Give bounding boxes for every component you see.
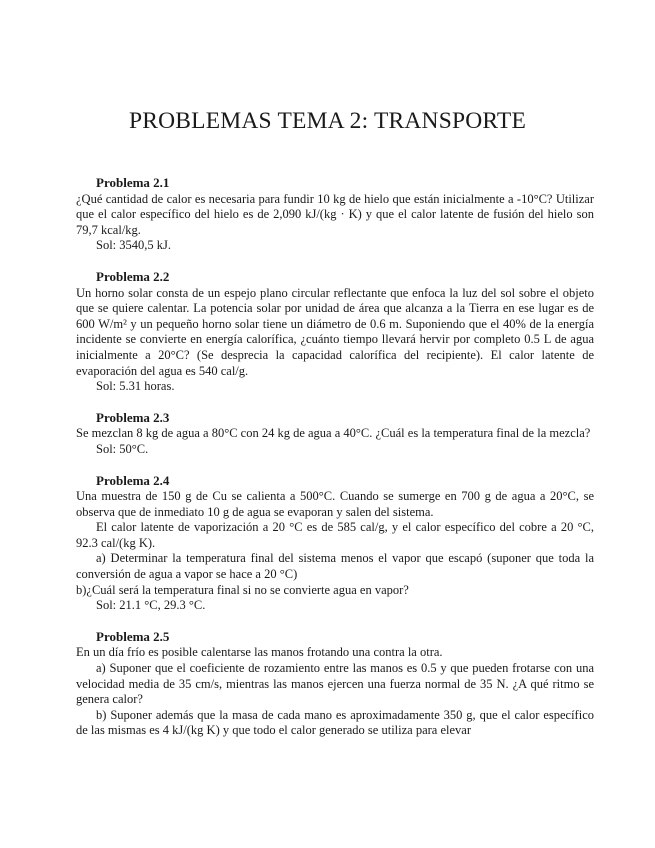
problem-part-b: b) Suponer además que la masa de cada mano es aproximadamente 350 g, que el calor específico de las mismas es 4 kJ/(kg K) y que todo el calor generado se utiliza para elevar <box>76 707 594 738</box>
problem-2-4 <box>76 473 594 614</box>
problem-solution: Sol: 50°C. <box>96 441 149 456</box>
problem-2-2 <box>76 269 594 395</box>
page-title: PROBLEMAS TEMA 2: TRANSPORTE <box>128 108 527 134</box>
problem-statement: ¿Qué cantidad de calor es necesaria para fundir 10 kg de hielo que están inicialmente a -10°C? Utilizar que el calor específico del hielo es de 2,090 kJ/(kg · K) y que el calor latente de fusión del hielo son 79,7 kcal/kg. <box>76 191 594 237</box>
problem-heading: Problema 2.3 <box>96 409 170 425</box>
problem-part-a: a) Suponer que el coeficiente de rozamiento entre las manos es 0.5 y que pueden frotarse con una velocidad media de 35 cm/s, mientras las manos ejercen una fuerza normal de 35 N. ¿A qué ritmo se genera calor? <box>76 661 594 707</box>
problem-solution: Sol: 3540,5 kJ. <box>96 238 172 253</box>
problem-heading: Problema 2.5 <box>96 628 170 644</box>
problem-heading: Problema 2.2 <box>96 268 170 284</box>
problem-statement: Un horno solar consta de un espejo plano circular reflectante que enfoca la luz del sol sobre el objeto que se quiere calentar. La potencia solar por unidad de área que alcanza a la Tierra en ese lugar es de 600 W/m² y un pequeño horno solar tiene un diámetro de 0.6 m. Suponiendo que el 40% de la energía incidente se convierte en energía calorífica, ¿cuánto tiempo llevará hervir por completo 0.5 L de agua inicialmente a 20°C? (Se desprecia la capacidad calorífica del recipiente). El calor latente de evaporación del agua es 540 cal/g. <box>76 285 594 378</box>
problem-2-1 <box>76 175 594 254</box>
problem-paragraph: El calor latente de vaporización a 20 °C es de 585 cal/g, y el calor específico del cobre a 20 °C, 92.3 cal/(kg K). <box>76 520 594 550</box>
problem-solution: Sol: 5.31 horas. <box>96 379 175 394</box>
problem-statement: En un día frío es posible calentarse las manos frotando una contra la otra. <box>76 645 443 660</box>
problem-part-b: b)¿Cuál será la temperatura final si no se convierte agua en vapor? <box>76 582 409 597</box>
problem-heading: Problema 2.1 <box>96 175 170 190</box>
problem-solution: Sol: 21.1 °C, 29.3 °C. <box>96 598 206 613</box>
problem-statement: Se mezclan 8 kg de agua a 80°C con 24 kg de agua a 40°C. ¿Cuál es la temperatura final de la mezcla? <box>76 426 591 441</box>
problem-statement: Una muestra de 150 g de Cu se calienta a 500°C. Cuando se sumerge en 700 g de agua a 20°C, se observa que de inmediato 10 g de agua se evaporan y salen del sistema. <box>76 489 594 519</box>
problems-list <box>76 175 594 754</box>
problem-2-3 <box>76 410 594 458</box>
problem-2-5 <box>76 629 594 739</box>
problem-part-a: a) Determinar la temperatura final del sistema menos el vapor que escapó (suponer que toda la conversión de agua a vapor se hace a 20 °C) <box>76 551 594 582</box>
problem-heading: Problema 2.4 <box>96 472 170 488</box>
